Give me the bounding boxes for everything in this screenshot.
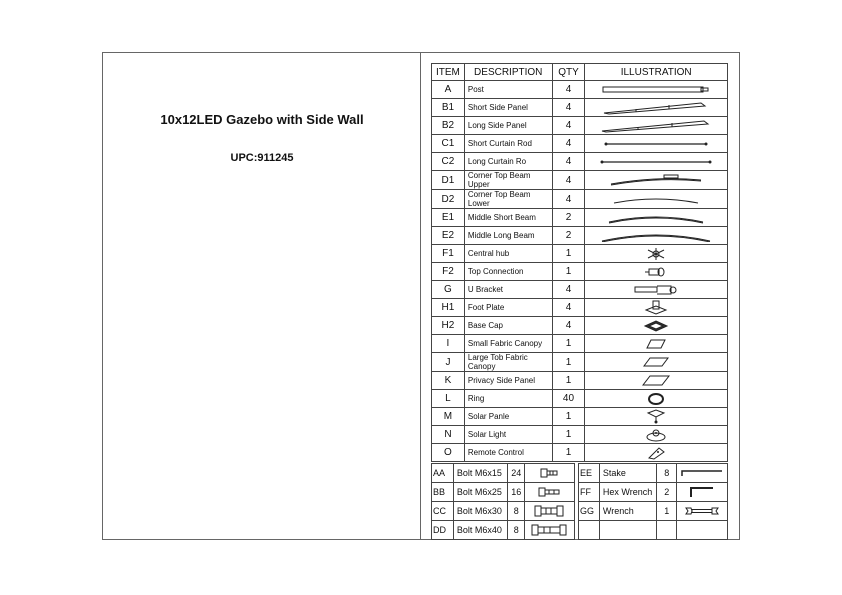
item-code: B1 bbox=[432, 99, 465, 117]
table-row bbox=[432, 335, 728, 353]
item-description: Top Connection bbox=[464, 263, 552, 281]
hardware-code: AA bbox=[432, 464, 454, 483]
table-row bbox=[432, 171, 728, 190]
item-code: E1 bbox=[432, 209, 465, 227]
table-row bbox=[432, 99, 728, 117]
item-description: Small Fabric Canopy bbox=[464, 335, 552, 353]
item-code: K bbox=[432, 372, 465, 390]
table-row bbox=[579, 502, 728, 521]
item-qty: 4 bbox=[552, 171, 585, 190]
item-description: Short Curtain Rod bbox=[464, 135, 552, 153]
hardware-qty: 8 bbox=[508, 502, 525, 521]
hardware-code: DD bbox=[432, 521, 454, 540]
table-row bbox=[432, 81, 728, 99]
hardware-name: Hex Wrench bbox=[599, 483, 656, 502]
post-icon bbox=[601, 85, 711, 95]
item-qty: 4 bbox=[552, 299, 585, 317]
item-code: I bbox=[432, 335, 465, 353]
hardware-code: EE bbox=[579, 464, 600, 483]
upc-code: UPC:911245 bbox=[230, 152, 294, 164]
item-qty: 4 bbox=[552, 81, 585, 99]
item-description: Base Cap bbox=[464, 317, 552, 335]
item-qty: 4 bbox=[552, 117, 585, 135]
hardware-table-right bbox=[578, 463, 728, 540]
item-description: Middle Long Beam bbox=[464, 227, 552, 245]
item-description: Foot Plate bbox=[464, 299, 552, 317]
item-qty: 4 bbox=[552, 99, 585, 117]
hardware-code: CC bbox=[432, 502, 454, 521]
item-code: O bbox=[432, 444, 465, 462]
item-qty: 1 bbox=[552, 335, 585, 353]
item-description: Remote Control bbox=[464, 444, 552, 462]
short-side-panel-icon bbox=[601, 101, 711, 115]
item-code: J bbox=[432, 353, 465, 372]
document-title: 10x12LED Gazebo with Side Wall bbox=[160, 112, 364, 127]
hardware-name: Bolt M6x30 bbox=[453, 502, 507, 521]
table-row bbox=[432, 502, 575, 521]
hardware-name: Bolt M6x40 bbox=[453, 521, 507, 540]
header-illustration: ILLUSTRATION bbox=[585, 64, 728, 81]
table-row bbox=[432, 135, 728, 153]
item-qty: 1 bbox=[552, 353, 585, 372]
item-code: D1 bbox=[432, 171, 465, 190]
table-row bbox=[432, 390, 728, 408]
hardware-name: Bolt M6x25 bbox=[453, 483, 507, 502]
hardware-qty: 1 bbox=[657, 502, 677, 521]
middle-long-beam-icon bbox=[600, 230, 712, 242]
item-code: C1 bbox=[432, 135, 465, 153]
top-connection-icon bbox=[644, 266, 668, 278]
item-description: Middle Short Beam bbox=[464, 209, 552, 227]
table-row bbox=[432, 153, 728, 171]
item-code: M bbox=[432, 408, 465, 426]
page-divider bbox=[420, 52, 421, 540]
table-row bbox=[432, 317, 728, 335]
hardware-name: Wrench bbox=[599, 502, 656, 521]
item-description: Corner Top Beam Upper bbox=[464, 171, 552, 190]
table-row bbox=[432, 353, 728, 372]
hardware-code: BB bbox=[432, 483, 454, 502]
long-curtain-rod-icon bbox=[599, 158, 713, 166]
bolt-m6x40-icon bbox=[530, 523, 570, 537]
item-qty: 4 bbox=[552, 281, 585, 299]
short-curtain-rod-icon bbox=[601, 140, 711, 148]
middle-short-beam-icon bbox=[606, 212, 706, 224]
item-description: Corner Top Beam Lower bbox=[464, 190, 552, 209]
item-qty: 2 bbox=[552, 227, 585, 245]
bolt-m6x30-icon bbox=[533, 504, 567, 518]
item-code: E2 bbox=[432, 227, 465, 245]
table-row bbox=[432, 117, 728, 135]
item-description: Large Tob Fabric Canopy bbox=[464, 353, 552, 372]
table-row bbox=[579, 464, 728, 483]
item-code: F2 bbox=[432, 263, 465, 281]
item-code: F1 bbox=[432, 245, 465, 263]
hardware-qty: 2 bbox=[657, 483, 677, 502]
privacy-panel-icon bbox=[641, 374, 671, 387]
hardware-code: GG bbox=[579, 502, 600, 521]
item-qty: 2 bbox=[552, 209, 585, 227]
table-row bbox=[432, 521, 575, 540]
header-item: ITEM bbox=[432, 64, 465, 81]
item-qty: 1 bbox=[552, 372, 585, 390]
central-hub-icon bbox=[646, 247, 666, 261]
item-code: A bbox=[432, 81, 465, 99]
item-description: Long Curtain Ro bbox=[464, 153, 552, 171]
item-description: Central hub bbox=[464, 245, 552, 263]
hardware-qty: 8 bbox=[508, 521, 525, 540]
corner-beam-upper-icon bbox=[606, 173, 706, 187]
hardware-code: FF bbox=[579, 483, 600, 502]
item-code: C2 bbox=[432, 153, 465, 171]
item-code: H1 bbox=[432, 299, 465, 317]
item-qty: 1 bbox=[552, 444, 585, 462]
hardware-qty: 8 bbox=[657, 464, 677, 483]
hex-wrench-icon bbox=[687, 485, 717, 499]
item-description: Long Side Panel bbox=[464, 117, 552, 135]
table-row bbox=[432, 190, 728, 209]
stake-icon bbox=[679, 468, 725, 478]
long-side-panel-icon bbox=[600, 119, 712, 133]
corner-beam-lower-icon bbox=[611, 193, 701, 205]
table-row bbox=[432, 263, 728, 281]
hardware-qty: 16 bbox=[508, 483, 525, 502]
item-description: Post bbox=[464, 81, 552, 99]
item-code: H2 bbox=[432, 317, 465, 335]
foot-plate-icon bbox=[644, 300, 668, 315]
remote-control-icon bbox=[646, 446, 666, 460]
wrench-icon bbox=[684, 506, 720, 516]
item-qty: 4 bbox=[552, 190, 585, 209]
table-row bbox=[579, 483, 728, 502]
table-row bbox=[432, 483, 575, 502]
item-qty: 1 bbox=[552, 426, 585, 444]
item-code: D2 bbox=[432, 190, 465, 209]
item-code: L bbox=[432, 390, 465, 408]
parts-header-row bbox=[432, 64, 728, 81]
item-description: Ring bbox=[464, 390, 552, 408]
parts-table bbox=[431, 63, 728, 462]
item-qty: 1 bbox=[552, 245, 585, 263]
item-description: Privacy Side Panel bbox=[464, 372, 552, 390]
table-row bbox=[432, 464, 575, 483]
item-qty: 4 bbox=[552, 153, 585, 171]
table-row bbox=[432, 372, 728, 390]
item-qty: 1 bbox=[552, 263, 585, 281]
table-row bbox=[432, 408, 728, 426]
small-canopy-icon bbox=[645, 338, 667, 350]
table-row bbox=[432, 426, 728, 444]
table-row bbox=[432, 281, 728, 299]
base-cap-icon bbox=[643, 318, 669, 333]
ring-icon bbox=[647, 392, 665, 406]
table-row bbox=[432, 227, 728, 245]
hardware-name: Bolt M6x15 bbox=[453, 464, 507, 483]
u-bracket-icon bbox=[633, 283, 679, 297]
hardware-table-left bbox=[431, 463, 575, 540]
solar-panel-icon bbox=[646, 409, 666, 424]
item-description: Short Side Panel bbox=[464, 99, 552, 117]
table-row bbox=[432, 245, 728, 263]
header-qty: QTY bbox=[552, 64, 585, 81]
hardware-qty: 24 bbox=[508, 464, 525, 483]
item-qty: 1 bbox=[552, 408, 585, 426]
item-qty: 4 bbox=[552, 317, 585, 335]
table-row bbox=[432, 299, 728, 317]
table-row bbox=[432, 444, 728, 462]
bolt-m6x25-icon bbox=[537, 486, 563, 498]
solar-light-icon bbox=[645, 427, 667, 442]
item-qty: 40 bbox=[552, 390, 585, 408]
item-description: Solar Light bbox=[464, 426, 552, 444]
table-row bbox=[432, 209, 728, 227]
item-description: Solar Panle bbox=[464, 408, 552, 426]
bolt-m6x15-icon bbox=[539, 467, 561, 479]
item-code: G bbox=[432, 281, 465, 299]
item-code: B2 bbox=[432, 117, 465, 135]
header-description: DESCRIPTION bbox=[464, 64, 552, 81]
table-row bbox=[579, 521, 728, 540]
item-code: N bbox=[432, 426, 465, 444]
item-description: U Bracket bbox=[464, 281, 552, 299]
hardware-name: Stake bbox=[599, 464, 656, 483]
item-qty: 4 bbox=[552, 135, 585, 153]
large-canopy-icon bbox=[642, 356, 670, 368]
